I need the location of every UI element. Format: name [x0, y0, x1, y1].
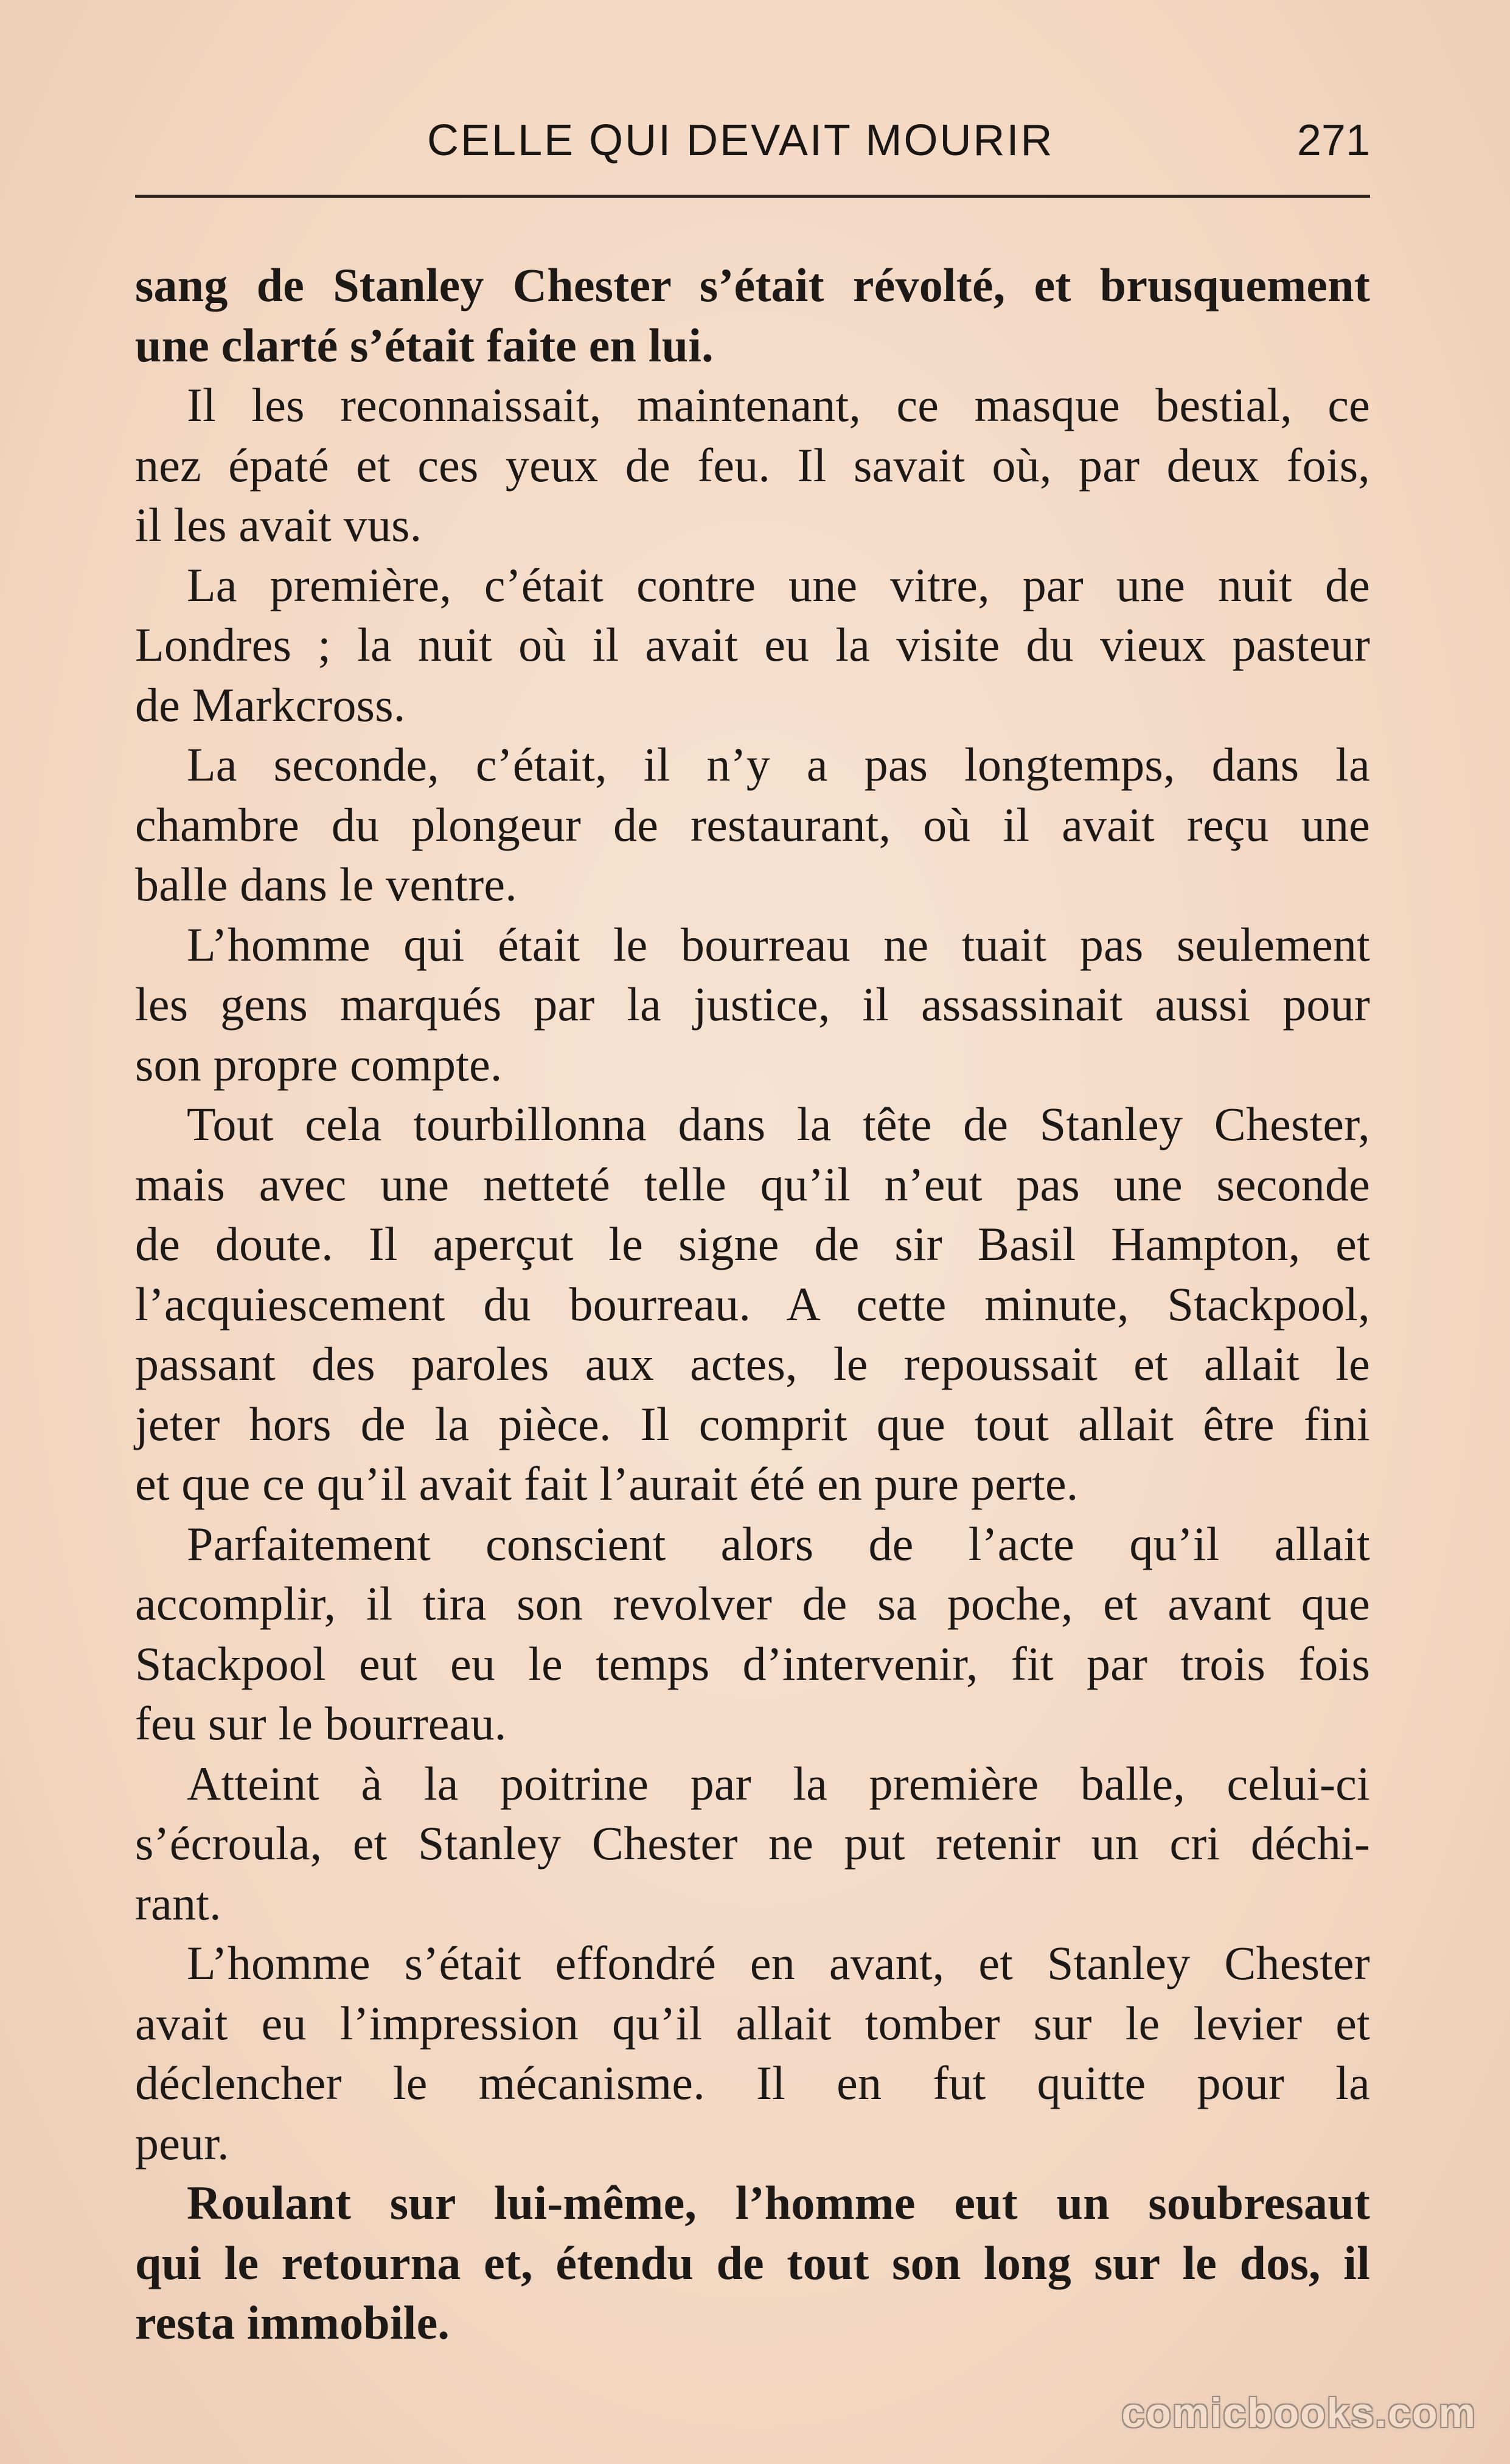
text-line: Roulant sur lui-même, l’homme eut un soubresaut [187, 2176, 1370, 2229]
page-number: 271 [1296, 116, 1370, 165]
text-line: L’homme qui était le bourreau ne tuait pas seulement [187, 917, 1370, 971]
text-line: Parfaitement conscient alors de l’acte qu’il allait [187, 1517, 1370, 1570]
text-line: balle dans le ventre. [135, 858, 517, 911]
text-line: avait eu l’impression qu’il allait tomber sur le levier et [135, 1996, 1370, 2050]
text-line: La première, c’était contre une vitre, par une nuit de [187, 558, 1370, 611]
text-line: La seconde, c’était, il n’y a pas longtemps, dans la [187, 738, 1370, 791]
text-line: qui le retourna et, étendu de tout son long sur le dos, il [135, 2236, 1370, 2289]
text-line: Londres ; la nuit où il avait eu la visite du vieux pasteur [135, 618, 1370, 671]
text-line: mais avec une netteté telle qu’il n’eut pas une seconde [135, 1157, 1370, 1211]
body-text [135, 256, 1370, 2353]
text-line: Il les reconnaissait, maintenant, ce masque bestial, ce [187, 378, 1370, 431]
text-line: une clarté s’était faite en lui. [135, 318, 714, 372]
text-line: de doute. Il aperçut le signe de sir Basil Hampton, et [135, 1217, 1370, 1270]
text-line: déclencher le mécanisme. Il en fut quitte pour la [135, 2056, 1370, 2109]
text-line: l’acquiescement du bourreau. A cette minute, Stackpool, [135, 1277, 1370, 1331]
watermark: comicbooks.com [1121, 2390, 1477, 2436]
header-rule [135, 195, 1370, 198]
text-line: peur. [135, 2116, 229, 2170]
text-line: son propre compte. [135, 1037, 503, 1091]
text-line: L’homme s’était effondré en avant, et Stanley Chester [187, 1937, 1370, 1989]
text-line: Stackpool eut eu le temps d’intervenir, fit par trois fois [135, 1637, 1370, 1690]
text-line: chambre du plongeur de restaurant, où il avait reçu une [135, 798, 1370, 851]
text-line: rant. [135, 1876, 221, 1930]
text-line: les gens marqués par la justice, il assassinait aussi pour [135, 978, 1370, 1031]
text-line: s’écroula, et Stanley Chester ne put retenir un cri déchi- [135, 1817, 1370, 1870]
text-line: et que ce qu’il avait fait l’aurait été en pure perte. [135, 1457, 1079, 1510]
text-line: jeter hors de la pièce. Il comprit que tout allait être fini [135, 1397, 1370, 1450]
text-line: accomplir, il tira son revolver de sa poche, et avant que [135, 1577, 1370, 1630]
text-line: nez épaté et ces yeux de feu. Il savait où, par deux fois, [135, 438, 1370, 492]
text-line: resta immobile. [135, 2296, 450, 2349]
text-line: Tout cela tourbillonna dans la tête de Stanley Chester, [187, 1098, 1370, 1150]
text-line: passant des paroles aux actes, le repoussait et allait le [135, 1337, 1370, 1390]
text-line: de Markcross. [135, 678, 406, 731]
text-line: il les avait vus. [135, 498, 422, 551]
text-line: feu sur le bourreau. [135, 1697, 507, 1750]
running-title: CELLE QUI DEVAIT MOURIR [427, 116, 1054, 165]
text-line: sang de Stanley Chester s’était révolté, et brusquement [135, 259, 1370, 311]
text-line: Atteint à la poitrine par la première balle, celui-ci [187, 1756, 1370, 1810]
page-header [135, 116, 1370, 170]
